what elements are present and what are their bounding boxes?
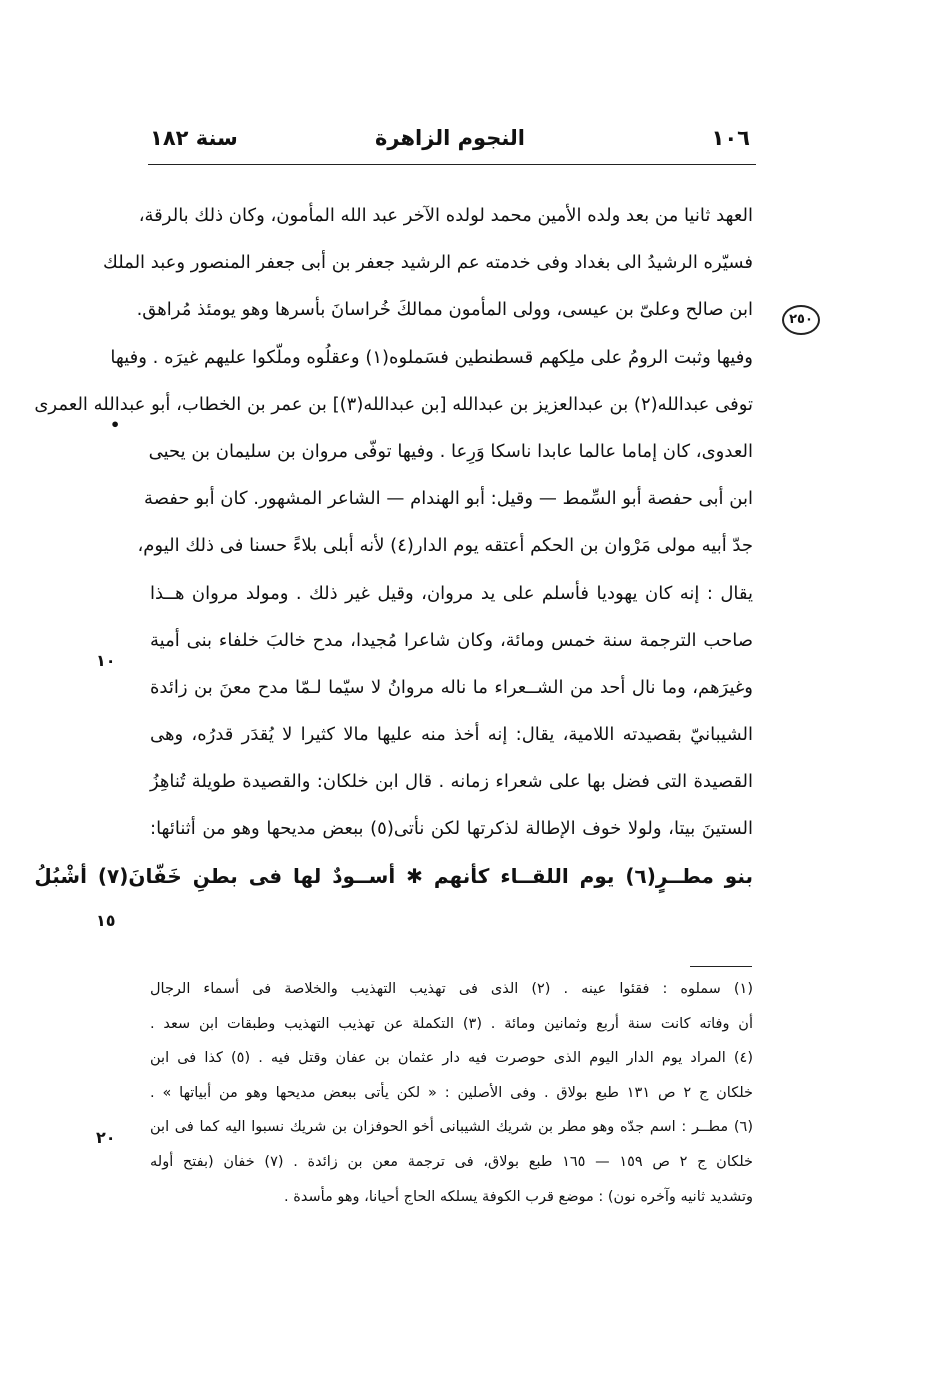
running-header [150,126,750,160]
text-line: جدّ أبيه مولى مَرْوان بن الحكم أعتقه يوم الدار(٤) لأنه أبلى بلاءً حسنا فى ذلك اليوم، [137,535,753,557]
text-line: صاحب الترجمة سنة خمس ومائة، وكان شاعرا مُجيدا، مدح خالبَ خلفاء بنى أمية [150,629,753,651]
footnote-line: (٦) مطــر : اسم جدّه وهو مطر بن شريك الشيبانى أخو الحوفزان بن شريك نسبوا اليه كما فى ابن [150,1119,753,1136]
book-title: النجوم الزاهرة [374,126,526,150]
footnote-line: (١) سملوه : فقئوا عينه . (٢) الذى فى تهذيب التهذيب والخلاصة فى أسماء الرجال [150,981,753,997]
text-line: فسيّره الرشيدُ الى بغداد وفى خدمته عم الرشيد جعفر بن أبى جعفر المنصور وعبد الملك [103,252,753,274]
header-rule [148,164,756,165]
margin-seal-number: ٢٥٠ [782,305,820,335]
footnote-line: أن وفاته كانت سنة أربع وثمانين ومائة . (٣) التكملة عن تهذيب التهذيب وطبقات ابن سعد . [150,1015,753,1032]
page-number: ١٠٦ [711,126,750,150]
line-number-20: ٢٠ [96,1128,116,1147]
footnote-line: وتشديد ثانيه وآخره نون) : موضع قرب الكوفة يسلكه الحاج أحيانا، وهو مأسدة . [284,1188,753,1205]
footnote-line: (٤) المراد يوم الدار اليوم الذى حوصرت فيه دار عثمان بن عفان وقتل فيه . (٥) كذا فى ابن [150,1050,753,1067]
text-line: الستينَ بيتا، ولولا خوف الإطالة لذكرتها لكن نأتى(٥) ببعض مديحها وهو من أثنائها: [150,818,753,840]
text-line: ابن صالح وعلىّ بن عيسى، وولى المأمون ممالكَ خُراسانَ بأسرها وهو يومئذ مُراهق. [136,299,753,321]
margin-dot-marker: • [110,415,121,434]
text-line: العدوى، كان إماما عالما عابدا ناسكا وَرِعا . وفيها توفّى مروان بن سليمان بن يحيى [148,440,753,462]
footnote-line: خلكان ج ٢ ص ١٥٩ — ١٦٥ طبع بولاق، فى ترجمة معن بن زائدة . (٧) خفان (بفتح أوله [150,1153,754,1170]
line-number-10: ١٠ [96,651,116,670]
poetry-verse: بنو مطــرٍ(٦) يوم اللقــاء كأنهم ✱ أســودٌ لها فى بطنِ خَفّانَ(٧) أشْبُلُ [34,863,753,888]
text-line: الشيبانيّ بقصيدته اللامية، يقال: إنه أخذ منه عليها مالا كثيرا لا يُقدَر قدرُه، وهى [150,724,753,746]
footnotes [150,972,753,1214]
text-line: القصيدة التى فضل بها على شعراء زمانه . قال ابن خلكان: والقصيدة طويلة تُناهِزُ [150,771,753,793]
text-line: يقال : إنه كان يهوديا فأسلم على يد مروان، وقيل غير ذلك . ومولد مروان هــذا [150,582,753,604]
text-line: ابن أبى حفصة أبو السِّمط — وقيل: أبو الهندام — الشاعر المشهور. كان أبو حفصة [144,488,753,510]
text-line: وفيها وثبت الرومُ على ملِكهم قسطنطين فسَملوه(١) وعقلُوه وملّكوا عليهم غيرَه . وفيها [110,346,753,368]
text-line: العهد ثانيا من بعد ولده الأمين محمد لولده الآخر عبد الله المأمون، وكان ذلك بالرقة، [138,205,753,226]
footnote-line: خلكان ج ٢ ص ١٣١ طبع بولاق . وفى الأصلين : « لكن يأتى ببعض مديحها وهو من أبياتها » . [150,1084,753,1101]
line-number-15: ١٥ [96,911,116,930]
footnote-rule [690,966,752,967]
year-heading: سنة ١٨٢ [150,126,238,150]
text-line: توفى عبدالله(٢) بن عبدالعزيز بن عبدالله [بن عبدالله(٣)] بن عمر بن الخطاب، أبو عبدالله العمرى [34,393,753,415]
text-line: وغيرَهم، وما نال أحد من الشــعراء ما ناله مروانُ لا سيّما لـمّا مدح معنَ بن زائدة [150,676,753,698]
